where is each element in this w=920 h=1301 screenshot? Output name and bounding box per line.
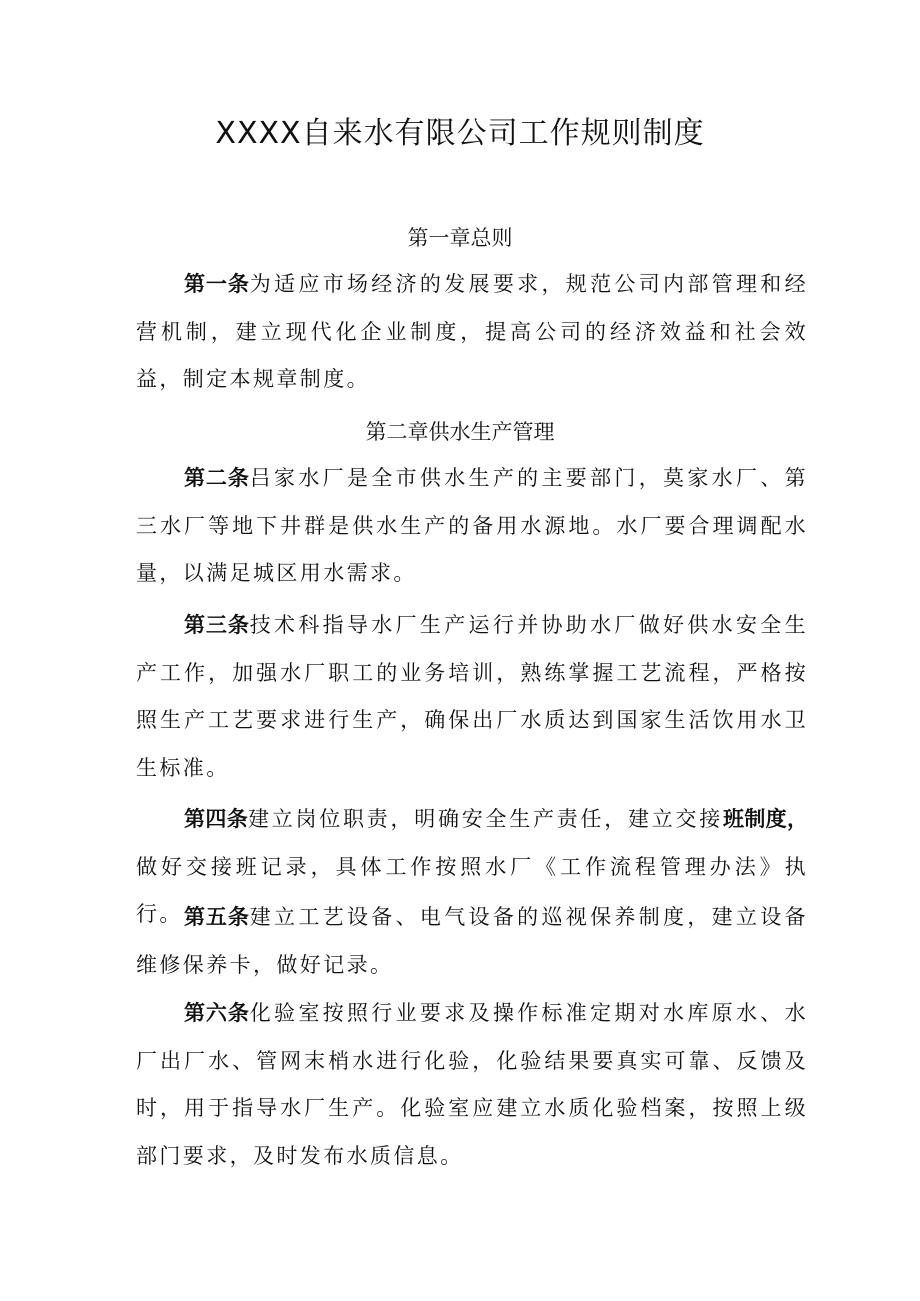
article-6 [136, 990, 808, 1180]
article-3-number: 第三条 [184, 613, 250, 637]
article-6-text: 化验室按照行业要求及操作标准定期对水库原水、水厂出厂水、管网末梢水进行化验，化验结果要真实可靠、反馈及时，用于指导水厂生产。化验室应建立水质化验档案，按照上级部门要求，及时发布水质信息。 [136, 1001, 809, 1168]
article-5-number: 第五条 [184, 905, 250, 929]
article-2-number: 第二条 [184, 466, 250, 490]
article-6-number: 第六条 [184, 1001, 250, 1025]
article-4-number: 第四条 [184, 807, 249, 831]
article-5 [136, 894, 808, 989]
article-1-number: 第一条 [184, 272, 250, 296]
article-3-text: 技术科指导水厂生产运行并协助水厂做好供水安全生产工作，加强水厂职工的业务培训，熟练掌握工艺流程，严格按照生产工艺要求进行生产，确保出厂水质达到国家生活饮用水卫生标准。 [136, 613, 809, 780]
article-1 [136, 261, 808, 404]
document-title: XXXX自来水有限公司工作规则制度 [215, 116, 705, 151]
chapter-1-heading: 第一章总则 [407, 226, 513, 250]
article-4-text-before: 建立岗位职责，明确安全生产责任，建立交接 [248, 807, 723, 831]
article-3 [136, 602, 808, 792]
article-4-text-after: 做好交接班记录，具体工作按照水厂《工作流程管理办法》执行。 [136, 854, 808, 926]
article-5-text: 建立工艺设备、电气设备的巡视保养制度，建立设备维修保养卡，做好记录。 [136, 905, 809, 977]
article-2 [136, 455, 808, 598]
article-4-text-bold: 班制度， [722, 807, 809, 831]
chapter-2-heading: 第二章供水生产管理 [365, 420, 555, 444]
article-1-text: 为适应市场经济的发展要求，规范公司内部管理和经营机制，建立现代化企业制度，提高公司的经济效益和社会效益，制定本规章制度。 [136, 272, 809, 391]
article-2-text: 吕家水厂是全市供水生产的主要部门，莫家水厂、第三水厂等地下井群是供水生产的备用水源地。水厂要合理调配水量，以满足城区用水需求。 [136, 466, 809, 585]
